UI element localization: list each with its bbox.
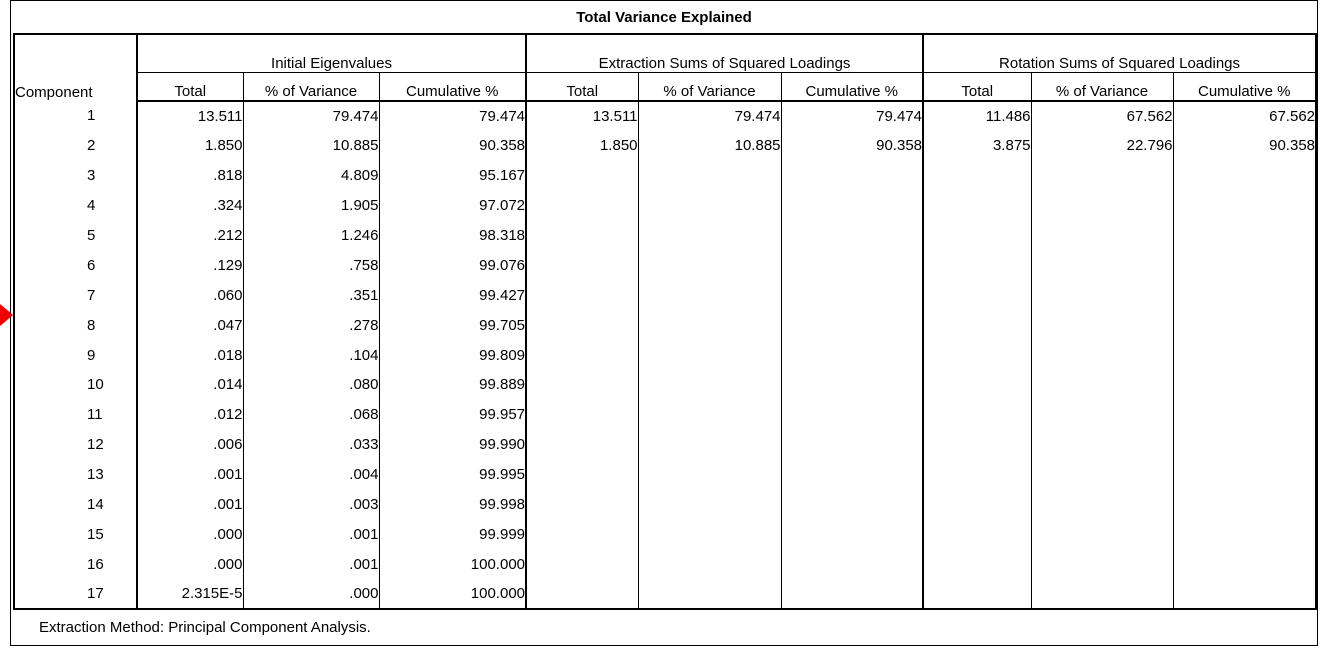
value-cell: .001 xyxy=(137,460,243,490)
total-variance-explained-table[interactable] xyxy=(13,33,1317,610)
value-cell xyxy=(526,579,638,609)
value-cell: 99.427 xyxy=(379,280,526,310)
value-cell: .018 xyxy=(137,340,243,370)
component-cell: 1 xyxy=(14,101,137,131)
value-cell: .068 xyxy=(243,400,379,430)
value-cell xyxy=(526,490,638,520)
value-cell xyxy=(638,490,781,520)
value-cell xyxy=(1173,519,1316,549)
group-header-extraction-loadings: Extraction Sums of Squared Loadings xyxy=(526,34,923,72)
table-row xyxy=(14,519,1316,549)
value-cell xyxy=(1031,490,1173,520)
value-cell xyxy=(923,310,1031,340)
value-cell: 1.246 xyxy=(243,221,379,251)
value-cell: .818 xyxy=(137,161,243,191)
table-row xyxy=(14,280,1316,310)
value-cell: .351 xyxy=(243,280,379,310)
column-header-pct-variance: % of Variance xyxy=(243,72,379,101)
table-row xyxy=(14,490,1316,520)
table-row xyxy=(14,340,1316,370)
value-cell xyxy=(1173,400,1316,430)
value-cell: 67.562 xyxy=(1031,101,1173,131)
value-cell xyxy=(1031,549,1173,579)
value-cell: 10.885 xyxy=(638,131,781,161)
value-cell xyxy=(923,549,1031,579)
value-cell xyxy=(923,280,1031,310)
value-cell xyxy=(781,430,923,460)
value-cell xyxy=(526,370,638,400)
value-cell xyxy=(638,430,781,460)
component-cell: 7 xyxy=(14,280,137,310)
table-row xyxy=(14,131,1316,161)
value-cell xyxy=(1031,400,1173,430)
value-cell: 1.905 xyxy=(243,191,379,221)
extraction-method-footnote: Extraction Method: Principal Component Analysis. xyxy=(39,619,371,636)
value-cell: 99.998 xyxy=(379,490,526,520)
value-cell: .324 xyxy=(137,191,243,221)
value-cell: .014 xyxy=(137,370,243,400)
value-cell xyxy=(1031,579,1173,609)
component-cell: 8 xyxy=(14,310,137,340)
value-cell xyxy=(923,460,1031,490)
value-cell: .012 xyxy=(137,400,243,430)
table-row xyxy=(14,161,1316,191)
value-cell: .758 xyxy=(243,250,379,280)
value-cell: .104 xyxy=(243,340,379,370)
column-header-pct-variance: % of Variance xyxy=(1031,72,1173,101)
column-header-cumulative-pct: Cumulative % xyxy=(1173,72,1316,101)
value-cell xyxy=(1031,310,1173,340)
table-row xyxy=(14,250,1316,280)
value-cell xyxy=(923,191,1031,221)
component-cell: 10 xyxy=(14,370,137,400)
component-cell: 9 xyxy=(14,340,137,370)
value-cell xyxy=(781,221,923,251)
value-cell xyxy=(923,400,1031,430)
value-cell xyxy=(526,280,638,310)
value-cell: 1.850 xyxy=(526,131,638,161)
value-cell: 97.072 xyxy=(379,191,526,221)
table-row xyxy=(14,191,1316,221)
column-header-total: Total xyxy=(526,72,638,101)
value-cell xyxy=(526,430,638,460)
value-cell xyxy=(1173,161,1316,191)
value-cell xyxy=(526,549,638,579)
value-cell xyxy=(923,250,1031,280)
value-cell: 99.999 xyxy=(379,519,526,549)
value-cell: 11.486 xyxy=(923,101,1031,131)
value-cell: 2.315E-5 xyxy=(137,579,243,609)
value-cell xyxy=(638,280,781,310)
value-cell: .033 xyxy=(243,430,379,460)
component-cell: 2 xyxy=(14,131,137,161)
value-cell xyxy=(526,310,638,340)
value-cell: .001 xyxy=(243,519,379,549)
output-frame xyxy=(10,0,1318,646)
component-cell: 15 xyxy=(14,519,137,549)
value-cell: .003 xyxy=(243,490,379,520)
value-cell xyxy=(923,370,1031,400)
value-cell: .000 xyxy=(243,579,379,609)
value-cell: 90.358 xyxy=(379,131,526,161)
value-cell xyxy=(1173,579,1316,609)
page-title: Total Variance Explained xyxy=(576,8,752,26)
value-cell xyxy=(638,549,781,579)
value-cell xyxy=(638,191,781,221)
value-cell xyxy=(638,579,781,609)
table-row xyxy=(14,460,1316,490)
value-cell xyxy=(923,221,1031,251)
value-cell xyxy=(1173,490,1316,520)
value-cell xyxy=(1173,280,1316,310)
value-cell: .000 xyxy=(137,519,243,549)
component-cell: 11 xyxy=(14,400,137,430)
value-cell: 100.000 xyxy=(379,579,526,609)
value-cell xyxy=(526,340,638,370)
value-cell: .047 xyxy=(137,310,243,340)
value-cell xyxy=(638,370,781,400)
component-cell: 6 xyxy=(14,250,137,280)
value-cell: .001 xyxy=(137,490,243,520)
value-cell xyxy=(781,191,923,221)
table-row xyxy=(14,579,1316,609)
value-cell: 13.511 xyxy=(137,101,243,131)
value-cell: .001 xyxy=(243,549,379,579)
value-cell: .129 xyxy=(137,250,243,280)
value-cell xyxy=(1173,191,1316,221)
group-header-rotation-loadings: Rotation Sums of Squared Loadings xyxy=(923,34,1316,72)
value-cell xyxy=(1031,430,1173,460)
value-cell xyxy=(923,519,1031,549)
value-cell xyxy=(1031,370,1173,400)
value-cell xyxy=(781,490,923,520)
value-cell xyxy=(526,460,638,490)
value-cell xyxy=(781,400,923,430)
value-cell: 79.474 xyxy=(379,101,526,131)
value-cell: .000 xyxy=(137,549,243,579)
table-row xyxy=(14,221,1316,251)
value-cell xyxy=(781,250,923,280)
value-cell xyxy=(526,250,638,280)
table-row xyxy=(14,370,1316,400)
table-row xyxy=(14,310,1316,340)
value-cell xyxy=(638,310,781,340)
value-cell xyxy=(526,221,638,251)
group-header-initial-eigenvalues: Initial Eigenvalues xyxy=(137,34,526,72)
table-row xyxy=(14,549,1316,579)
value-cell: 99.990 xyxy=(379,430,526,460)
value-cell xyxy=(923,340,1031,370)
value-cell xyxy=(526,519,638,549)
table-row xyxy=(14,430,1316,460)
value-cell: 4.809 xyxy=(243,161,379,191)
value-cell: 3.875 xyxy=(923,131,1031,161)
value-cell: 100.000 xyxy=(379,549,526,579)
value-cell: .278 xyxy=(243,310,379,340)
value-cell xyxy=(1031,161,1173,191)
selection-arrow-icon xyxy=(0,304,13,326)
value-cell xyxy=(1173,549,1316,579)
value-cell: 22.796 xyxy=(1031,131,1173,161)
value-cell xyxy=(1173,460,1316,490)
value-cell xyxy=(923,579,1031,609)
component-cell: 12 xyxy=(14,430,137,460)
value-cell xyxy=(781,310,923,340)
row-header-component: Component xyxy=(14,34,137,101)
value-cell: 13.511 xyxy=(526,101,638,131)
component-cell: 17 xyxy=(14,579,137,609)
value-cell xyxy=(1031,221,1173,251)
value-cell xyxy=(1031,460,1173,490)
value-cell xyxy=(781,549,923,579)
value-cell xyxy=(638,221,781,251)
value-cell xyxy=(781,370,923,400)
value-cell: 99.995 xyxy=(379,460,526,490)
value-cell xyxy=(638,340,781,370)
value-cell xyxy=(781,519,923,549)
value-cell: 95.167 xyxy=(379,161,526,191)
value-cell xyxy=(1031,191,1173,221)
value-cell xyxy=(1031,280,1173,310)
value-cell xyxy=(638,519,781,549)
value-cell xyxy=(781,460,923,490)
component-cell: 4 xyxy=(14,191,137,221)
value-cell xyxy=(638,460,781,490)
component-cell: 13 xyxy=(14,460,137,490)
table-body xyxy=(14,101,1316,609)
value-cell xyxy=(1173,430,1316,460)
value-cell: .080 xyxy=(243,370,379,400)
column-header-total: Total xyxy=(137,72,243,101)
value-cell: 1.850 xyxy=(137,131,243,161)
component-cell: 16 xyxy=(14,549,137,579)
value-cell xyxy=(638,400,781,430)
value-cell: 79.474 xyxy=(781,101,923,131)
table-header xyxy=(14,34,1316,101)
value-cell xyxy=(1173,310,1316,340)
value-cell: 10.885 xyxy=(243,131,379,161)
value-cell xyxy=(526,161,638,191)
value-cell xyxy=(1173,340,1316,370)
column-header-cumulative-pct: Cumulative % xyxy=(781,72,923,101)
value-cell: 99.076 xyxy=(379,250,526,280)
component-cell: 14 xyxy=(14,490,137,520)
value-cell: .212 xyxy=(137,221,243,251)
column-header-pct-variance: % of Variance xyxy=(638,72,781,101)
value-cell xyxy=(781,161,923,191)
value-cell: 90.358 xyxy=(781,131,923,161)
value-cell: 67.562 xyxy=(1173,101,1316,131)
value-cell: 99.809 xyxy=(379,340,526,370)
value-cell xyxy=(1031,250,1173,280)
value-cell xyxy=(923,490,1031,520)
value-cell: .006 xyxy=(137,430,243,460)
component-cell: 5 xyxy=(14,221,137,251)
value-cell: 99.957 xyxy=(379,400,526,430)
value-cell: 79.474 xyxy=(243,101,379,131)
component-cell: 3 xyxy=(14,161,137,191)
value-cell: .004 xyxy=(243,460,379,490)
value-cell xyxy=(781,280,923,310)
value-cell xyxy=(526,400,638,430)
value-cell xyxy=(526,191,638,221)
value-cell xyxy=(1173,221,1316,251)
column-header-total: Total xyxy=(923,72,1031,101)
value-cell: 98.318 xyxy=(379,221,526,251)
value-cell xyxy=(1173,370,1316,400)
value-cell: 79.474 xyxy=(638,101,781,131)
value-cell xyxy=(781,340,923,370)
value-cell: .060 xyxy=(137,280,243,310)
value-cell xyxy=(1173,250,1316,280)
value-cell: 99.705 xyxy=(379,310,526,340)
column-header-cumulative-pct: Cumulative % xyxy=(379,72,526,101)
value-cell: 99.889 xyxy=(379,370,526,400)
value-cell xyxy=(781,579,923,609)
value-cell xyxy=(1031,340,1173,370)
value-cell xyxy=(923,430,1031,460)
value-cell xyxy=(638,250,781,280)
value-cell xyxy=(1031,519,1173,549)
table-row xyxy=(14,400,1316,430)
value-cell xyxy=(923,161,1031,191)
value-cell: 90.358 xyxy=(1173,131,1316,161)
table-row xyxy=(14,101,1316,131)
value-cell xyxy=(638,161,781,191)
